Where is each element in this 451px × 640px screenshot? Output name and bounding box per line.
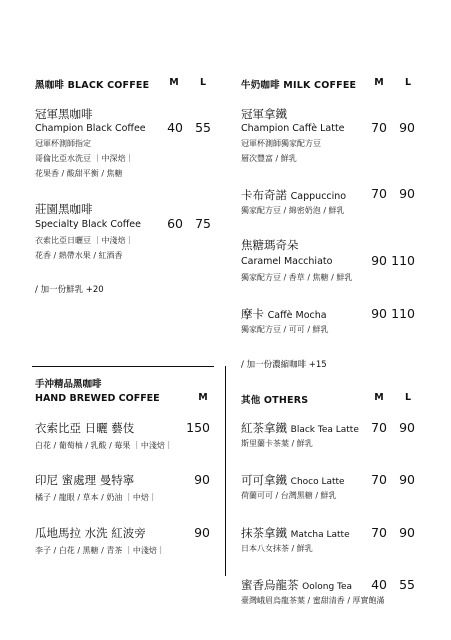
milk-coffee-col-l: L: [404, 77, 412, 88]
item-name-zh: 紅茶拿鐵: [241, 421, 287, 435]
item-desc-line: 獨家配方豆 / 綿密奶泡 / 鮮乳: [241, 206, 345, 215]
item-name-zh: 蜜香烏龍茶: [241, 578, 299, 592]
hand-brewed-item-desc: 白花 / 葡萄柚 / 乳酸 / 莓果 ｜中淺焙｜: [35, 441, 173, 450]
item-price-l: 90: [399, 525, 415, 540]
hand-brewed-item-price: 150: [186, 420, 210, 435]
hand-brewed-header-en: HAND BREWED COFFEE: [35, 393, 160, 404]
item-name-en: Specialty Black Coffee: [35, 219, 141, 230]
item-name-zh: 莊園黑咖啡: [35, 202, 93, 216]
item-price-l: 55: [399, 577, 415, 592]
item-name-en: Champion Black Coffee: [35, 123, 146, 134]
item-desc: 臺灣峨眉烏龍茶葉 / 蜜甜清香 / 厚實飽滿: [241, 596, 385, 605]
column-divider: [225, 366, 226, 576]
hand-brewed-item-price: 90: [194, 472, 210, 487]
item-name-en: Caramel Macchiato: [241, 256, 333, 267]
item-desc: 斯里蘭卡茶葉 / 鮮乳: [241, 439, 313, 448]
item-price-m: 90: [371, 253, 387, 268]
item-name-zh: 冠軍黑咖啡: [35, 107, 93, 121]
hand-brewed-item-price: 90: [194, 525, 210, 540]
item-desc: 日本八女抹茶 / 鮮乳: [241, 544, 313, 553]
item-name-zh: 冠軍拿鐵: [241, 107, 287, 121]
item-name-en: Black Tea Latte: [290, 425, 359, 435]
item-price-l: 90: [399, 186, 415, 201]
item-price-m: 70: [371, 120, 387, 135]
item-price-l: 110: [391, 306, 415, 321]
item-price-m: 90: [371, 306, 387, 321]
item-name-line: [241, 577, 352, 593]
item-name-en: Oolong Tea: [302, 582, 353, 592]
item-desc-line: 冠軍杯測師獨家配方豆: [241, 139, 321, 148]
item-price-m: 70: [371, 525, 387, 540]
item-name-zh: 摩卡: [241, 307, 264, 321]
item-name-zh: 抹茶拿鐵: [241, 526, 287, 540]
item-name-zh: 焦糖瑪奇朵: [241, 238, 299, 252]
hand-brewed-header-zh: 手沖精品黑咖啡: [35, 379, 102, 390]
item-name-en: Cappuccino: [290, 191, 347, 202]
item-desc-line: 花果香 / 酸甜平衡 / 焦糖: [35, 169, 123, 178]
item-price-m: 70: [371, 186, 387, 201]
item-price-l: 75: [195, 216, 211, 231]
hand-brewed-item-desc: 橘子 / 龍眼 / 草本 / 奶油 ｜中焙｜: [35, 493, 157, 502]
item-price-m: 40: [371, 577, 387, 592]
item-price-l: 110: [391, 253, 415, 268]
item-desc-line: 花香 / 熱帶水果 / 紅酒香: [35, 251, 123, 260]
item-name-line: [241, 420, 359, 436]
hand-brewed-item-name: 印尼 蜜處理 曼特寧: [35, 473, 135, 487]
item-desc-line: 獨家配方豆 / 可可 / 鮮乳: [241, 325, 329, 334]
black-coffee-col-m: M: [169, 77, 179, 88]
item-name-line: [241, 187, 346, 203]
item-desc-line: 衣索比亞日曬豆 ｜中淺焙｜: [35, 236, 134, 245]
item-desc: 荷蘭可可 / 台灣黑糖 / 鮮乳: [241, 491, 337, 500]
item-name-line: [241, 306, 327, 322]
item-name-line: [241, 472, 345, 488]
item-price-l: 90: [399, 120, 415, 135]
hand-brewed-item-name: 衣索比亞 日曬 藝伎: [35, 421, 135, 435]
item-name-line: [241, 525, 350, 541]
item-price-m: 70: [371, 420, 387, 435]
others-col-l: L: [404, 392, 412, 403]
item-desc-line: 冠軍杯測師指定: [35, 139, 91, 148]
hand-brewed-item-desc: 李子 / 白花 / 黑糖 / 青茶 ｜中淺焙｜: [35, 546, 165, 555]
item-price-m: 60: [167, 216, 183, 231]
milk-coffee-header: 牛奶咖啡 MILK COFFEE: [241, 80, 357, 91]
item-name-zh: 可可拿鐵: [241, 473, 287, 487]
item-name-en: Matcha Latte: [290, 530, 350, 540]
milk-coffee-col-m: M: [374, 77, 384, 88]
item-price-l: 90: [399, 420, 415, 435]
item-name-en: Champion Caffè Latte: [241, 123, 345, 134]
hand-brewed-item-name: 瓜地馬拉 水洗 紅波旁: [35, 526, 146, 540]
others-header: 其他 OTHERS: [241, 395, 309, 406]
item-price-m: 40: [167, 120, 183, 135]
milk-coffee-note: / 加一份濃縮咖啡 +15: [241, 360, 327, 370]
hand-brewed-col-m: M: [198, 392, 208, 403]
black-coffee-note: / 加一份鮮乳 +20: [35, 285, 104, 295]
item-desc-line: 層次豐富 / 鮮乳: [241, 154, 297, 163]
item-price-m: 70: [371, 472, 387, 487]
item-name-en: Choco Latte: [290, 477, 345, 487]
black-coffee-header: 黑咖啡 BLACK COFFEE: [35, 80, 150, 91]
item-name-zh: 卡布奇諾: [241, 188, 287, 202]
item-desc-line: 哥倫比亞水洗豆 ｜中深焙｜: [35, 154, 134, 163]
black-coffee-col-l: L: [199, 77, 207, 88]
section-divider: [32, 366, 214, 367]
item-price-l: 90: [399, 472, 415, 487]
item-price-l: 55: [195, 120, 211, 135]
others-col-m: M: [374, 392, 384, 403]
item-desc-line: 獨家配方豆 / 香草 / 焦糖 / 鮮乳: [241, 273, 353, 282]
item-name-en: Caffè Mocha: [267, 310, 327, 321]
